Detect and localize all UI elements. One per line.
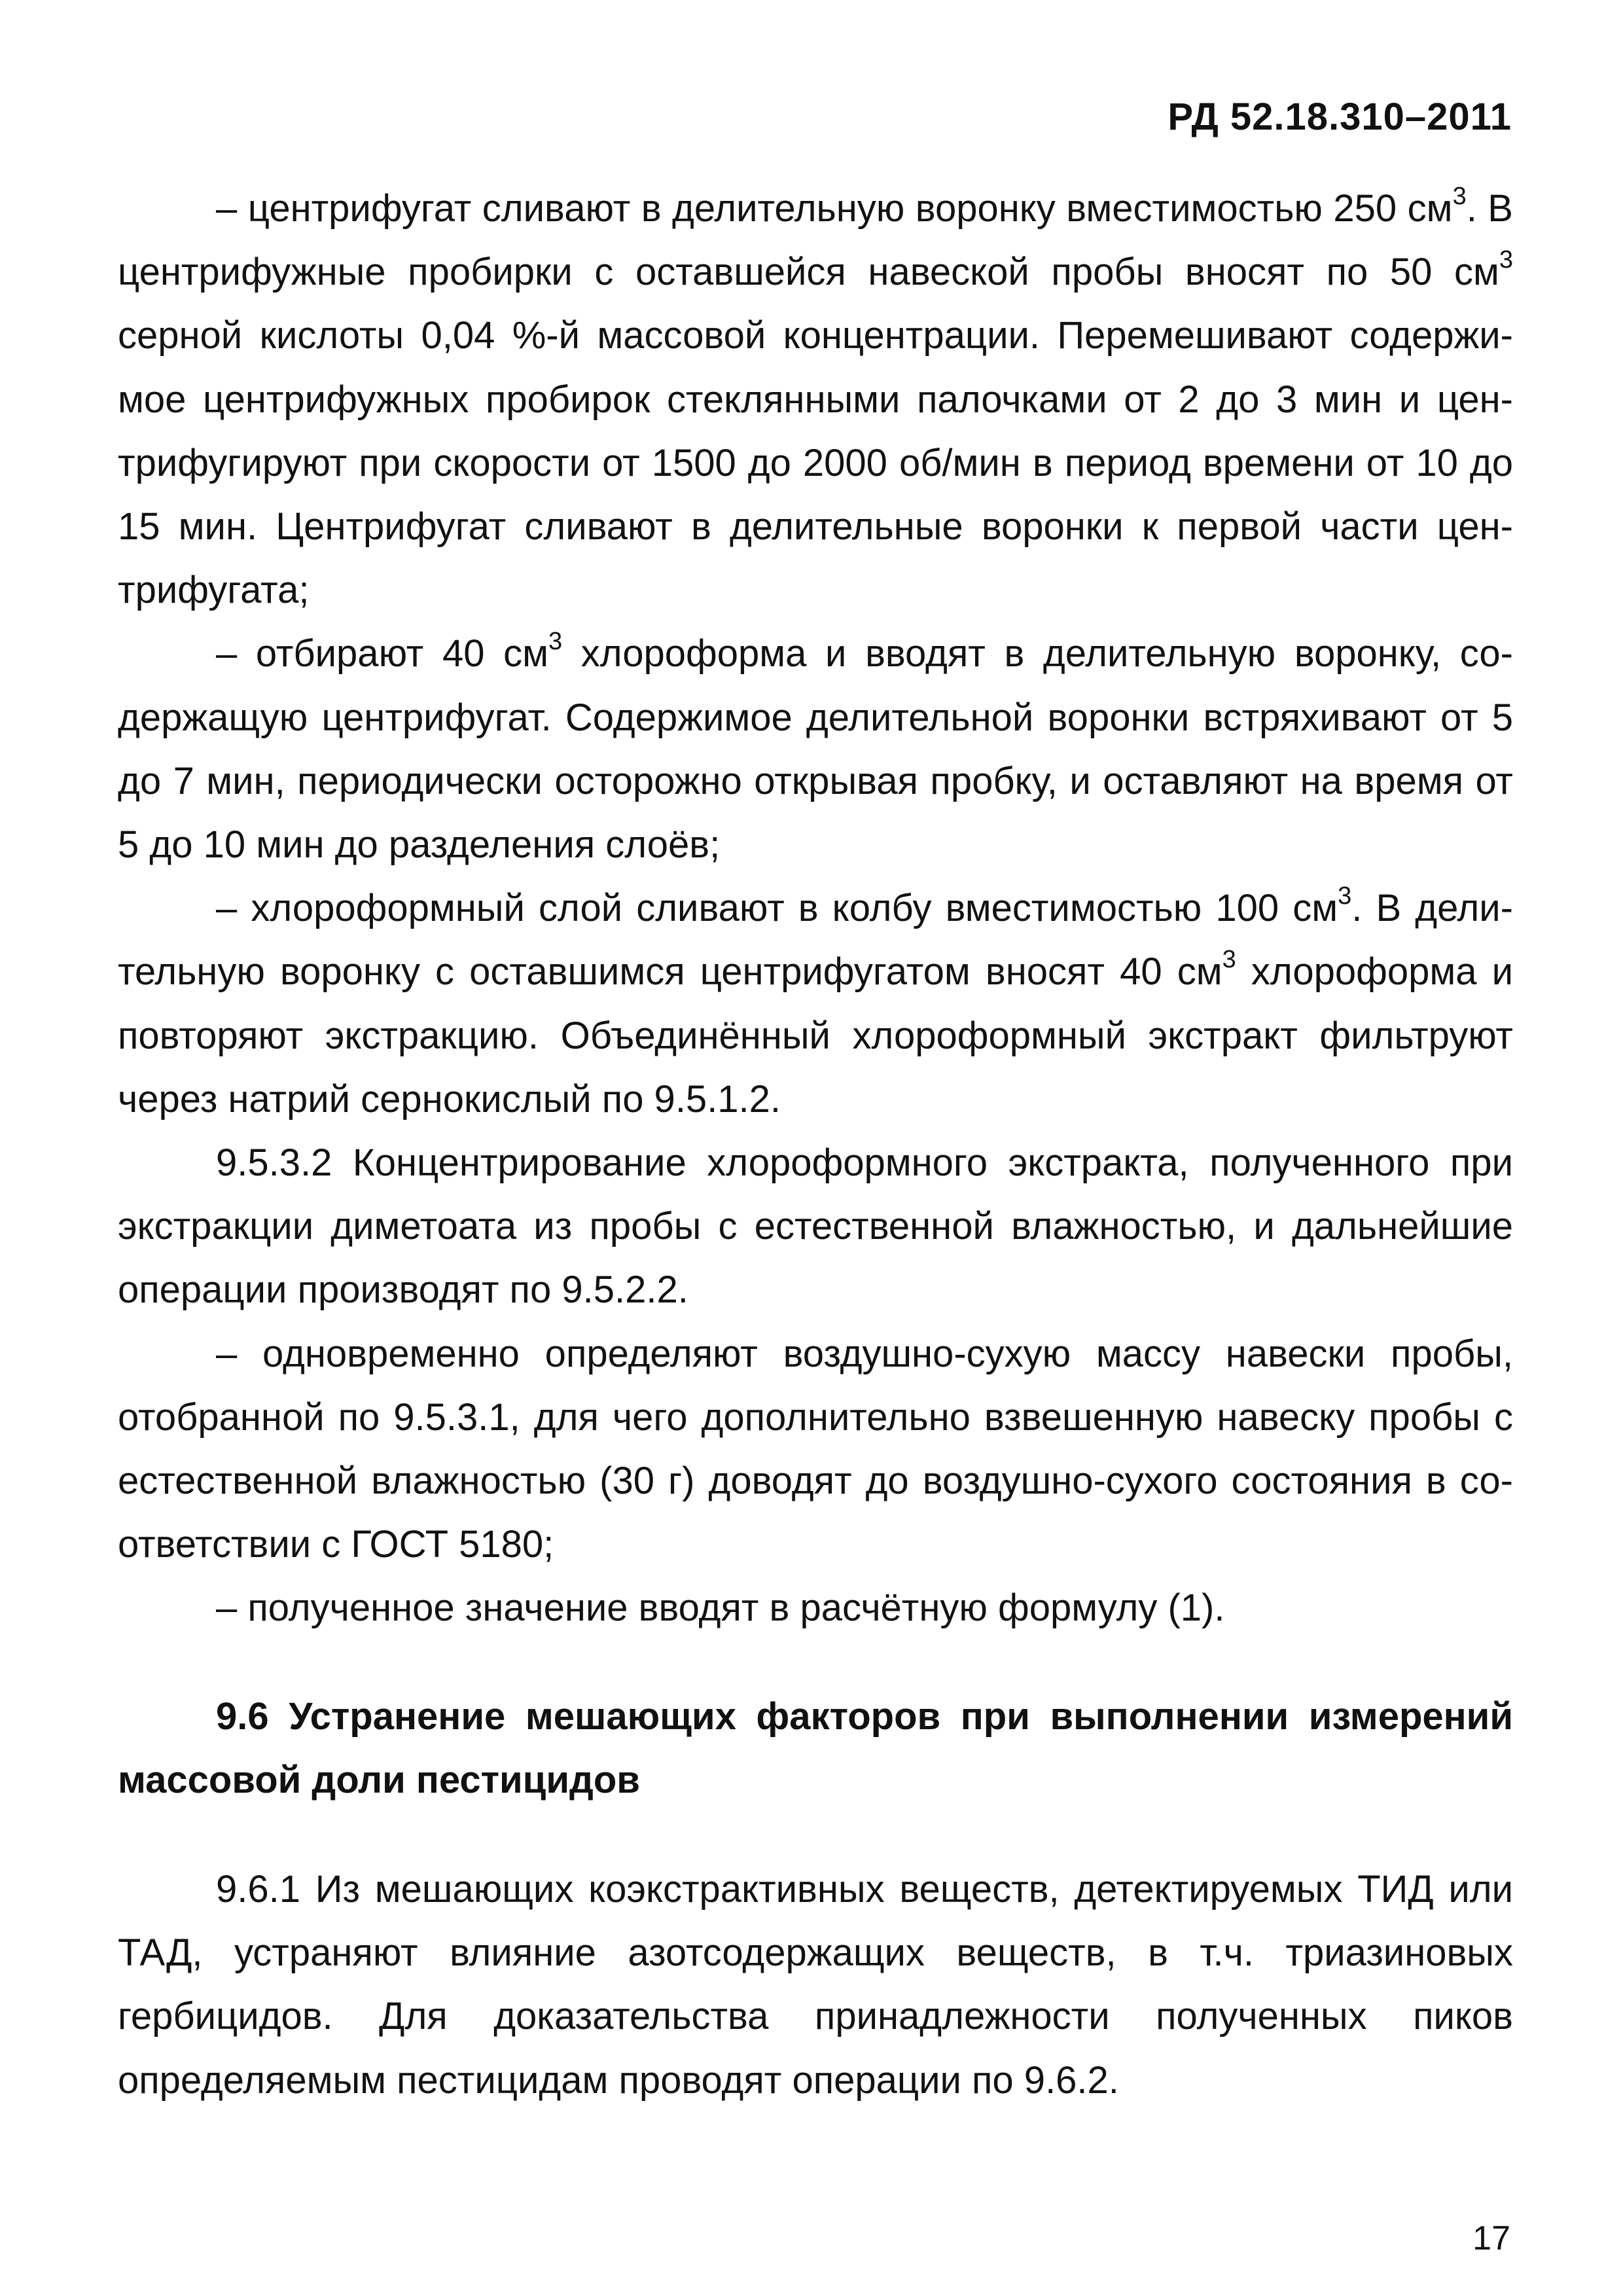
- superscript: 3: [1499, 246, 1513, 274]
- paragraph-text: . В центрифужные пробирки с оставшейся навеской пробы вносят по 50 см: [118, 187, 1513, 294]
- superscript: 3: [1222, 946, 1236, 974]
- paragraph-chloroform-extraction: [118, 622, 1513, 876]
- paragraph-text: серной кислоты 0,04 %-й массовой концентрации. Перемешивают содержимое центрифужных пробирок стеклянными палочками от 2 до 3 мин и центрифугируют при скорости от 1500 до 2000 об/мин в период времени от 10 до 15 мин. Центрифугат сливают в делительные воронки к первой части центрифугата;: [118, 314, 1513, 612]
- paragraph-9-5-3-2: 9.5.3.2 Концентрирование хлороформного экстракта, полученного при экстракции диметоата из пробы с естественной влажностью, и дальнейшие операции производят по 9.5.2.2.: [118, 1141, 1513, 1312]
- paragraph-text: хлороформа и вводят в делительную воронку, содержащую центрифугат. Содержимое делительной воронки встряхивают от 5 до 7 мин, периодически осторожно открывая пробку, и оставляют на время от 5 до 10 мин до разделения слоёв;: [118, 632, 1513, 867]
- paragraph-formula-value: – полученное значение вводят в расчётную формулу (1).: [216, 1587, 1225, 1630]
- paragraph-centrifugate: [118, 177, 1513, 622]
- paragraph-9-6-1: 9.6.1 Из мешающих коэкстрактивных веществ, детектируемых ТИД или ТАД, устраняют влияние азотсодержащих веществ, в т.ч. триазиновых гербицидов. Для доказательства принадлежности полученных пиков определяемым пестицидам проводят операции по 9.6.2.: [118, 1868, 1513, 2102]
- paragraph-text: хлороформа и повторяют экстракцию. Объединённый хлороформный экстракт фильтруют через натрий сернокислый по 9.5.1.2.: [118, 950, 1513, 1121]
- paragraph-text: . В делительную воронку с оставшимся центрифугатом вносят 40 см: [118, 887, 1513, 994]
- section-heading-9-6: 9.6 Устранение мешающих факторов при выполнении измерений массовой доли пестицидов: [118, 1695, 1513, 1801]
- paragraph-air-dry-mass: – одновременно определяют воздушно-сухую массу навески пробы, отобранной по 9.5.3.1, для чего дополнительно взвешенную навеску пробы с естественной влажностью (30 г) доводят до воздушно-сухого состояния в соответствии с ГОСТ 5180;: [118, 1332, 1513, 1566]
- paragraph-text: – центрифугат сливают в делительную воронку вместимостью 250 см: [216, 187, 1453, 230]
- superscript: 3: [1338, 882, 1352, 910]
- paragraph-chloroform-layer: [118, 876, 1513, 1131]
- superscript: 3: [548, 628, 563, 656]
- page-number: 17: [1472, 2219, 1510, 2257]
- superscript: 3: [1452, 183, 1467, 210]
- document-body: [118, 177, 1513, 2112]
- paragraph-text: – отбирают 40 см: [216, 632, 549, 675]
- document-code-header: РД 52.18.310–2011: [1168, 96, 1512, 138]
- paragraph-text: – хлороформный слой сливают в колбу вместимостью 100 см: [216, 887, 1338, 930]
